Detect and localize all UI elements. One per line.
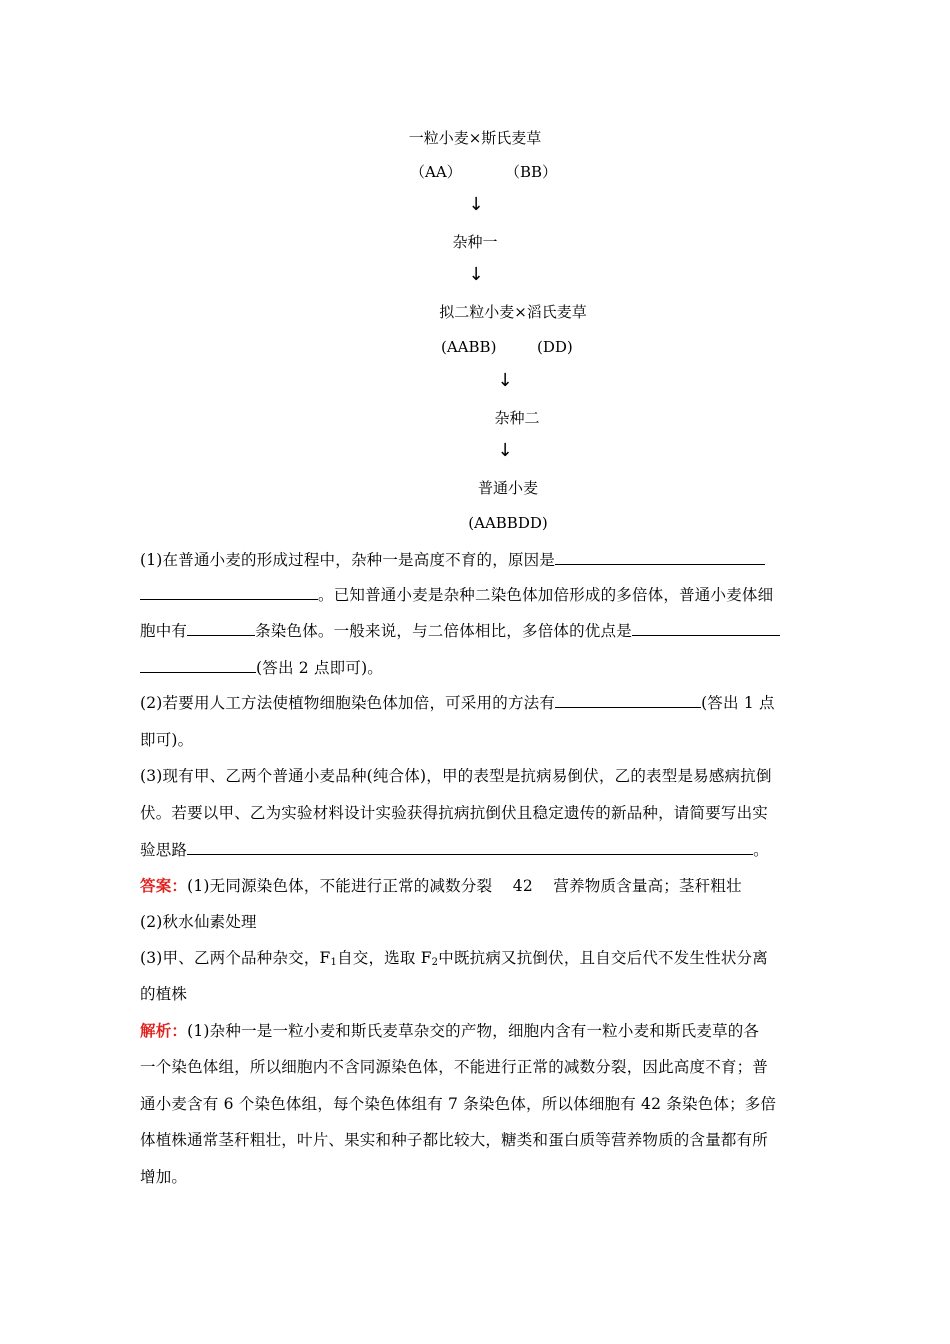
q2-text: (答出 1 点 [701, 694, 775, 712]
hybrid2-text: 杂种二 [494, 409, 540, 427]
cross2-genotype-dd: (DD) [537, 338, 573, 356]
answer-blank[interactable] [187, 839, 753, 855]
hybrid1-text: 杂种一 [452, 233, 498, 251]
q3-text: 。 [753, 841, 769, 859]
answer-blank[interactable] [187, 620, 255, 636]
answer-blank[interactable] [632, 620, 780, 636]
q3-line1: (3)现有甲、乙两个普通小麦品种(纯合体)，甲的表型是抗病易倒伏，乙的表型是易感病抗倒 [140, 767, 772, 785]
q1-text: 条染色体。一般来说，与二倍体相比，多倍体的优点是 [255, 622, 632, 640]
result-genotype: (AABBDD) [468, 514, 548, 532]
q1-line1 [140, 548, 765, 570]
answer-blank[interactable] [140, 657, 256, 673]
analysis-line4: 体植株通常茎秆粗壮，叶片、果实和种子都比较大，糖类和蛋白质等营养物质的含量都有所 [140, 1131, 769, 1149]
down-arrow-icon: ↓ [497, 440, 513, 461]
analysis-line3: 通小麦含有 6 个染色体组，每个染色体组有 7 条染色体，所以体细胞有 42 条染色体；多倍 [140, 1095, 777, 1113]
answer-line3 [140, 946, 768, 968]
analysis-label: 解析： [140, 1021, 188, 1040]
q2-line2: 即可)。 [140, 731, 194, 749]
cross2-text: 拟二粒小麦×滔氏麦草 [439, 303, 587, 321]
answer-blank[interactable] [555, 692, 701, 708]
answer-text: 自交，选取 F [337, 949, 432, 967]
q1-text: (答出 2 点即可)。 [256, 659, 384, 677]
cross2-genotype-aabb: (AABB) [441, 338, 497, 356]
subscript: 1 [330, 957, 338, 968]
cross1-text: 一粒小麦×斯氏麦草 [408, 129, 542, 147]
answer-line4: 的植株 [140, 985, 188, 1003]
analysis-line1 [140, 1019, 759, 1041]
answer-text: 中既抗病又抗倒伏，且自交后代不发生性状分离 [438, 949, 768, 967]
answer-line2: (2)秋水仙素处理 [140, 913, 257, 931]
down-arrow-icon: ↓ [468, 264, 484, 285]
answer-blank[interactable] [555, 549, 765, 565]
cross1-genotype-bb: （BB） [505, 163, 558, 181]
answer-text: (3)甲、乙两个品种杂交，F [140, 949, 331, 967]
cross1-genotype-aa: （AA） [410, 163, 462, 181]
subscript: 2 [431, 957, 439, 968]
q3-line2: 伏。若要以甲、乙为实验材料设计实验获得抗病抗倒伏且稳定遗传的新品种，请简要写出实 [140, 804, 769, 822]
answer-blank[interactable] [140, 584, 318, 600]
result-text: 普通小麦 [477, 479, 539, 497]
q3-text: 验思路 [140, 841, 188, 859]
q1-text: (1)在普通小麦的形成过程中，杂种一是高度不育的，原因是 [140, 551, 556, 569]
q2-line1 [140, 691, 775, 713]
analysis-line5: 增加。 [140, 1168, 188, 1186]
down-arrow-icon: ↓ [497, 370, 513, 391]
q3-line3 [140, 838, 769, 860]
answer-label: 答案： [140, 876, 188, 895]
analysis-text: (1)杂种一是一粒小麦和斯氏麦草杂交的产物，细胞内含有一粒小麦和斯氏麦草的各 [187, 1022, 760, 1040]
answer-text: (1)无同源染色体，不能进行正常的减数分裂 42 营养物质含量高；茎秆粗壮 [187, 877, 742, 895]
answer-line1 [140, 874, 742, 896]
q1-line3 [140, 619, 780, 641]
down-arrow-icon: ↓ [468, 194, 484, 215]
q1-text: 。已知普通小麦是杂种二染色体加倍形成的多倍体，普通小麦体细 [318, 586, 774, 604]
analysis-line2: 一个染色体组，所以细胞内不含同源染色体，不能进行正常的减数分裂，因此高度不育；普 [140, 1058, 769, 1076]
q2-text: (2)若要用人工方法使植物细胞染色体加倍，可采用的方法有 [140, 694, 556, 712]
q1-text: 胞中有 [140, 622, 188, 640]
q1-line2 [140, 583, 773, 605]
q1-line4 [140, 656, 383, 678]
